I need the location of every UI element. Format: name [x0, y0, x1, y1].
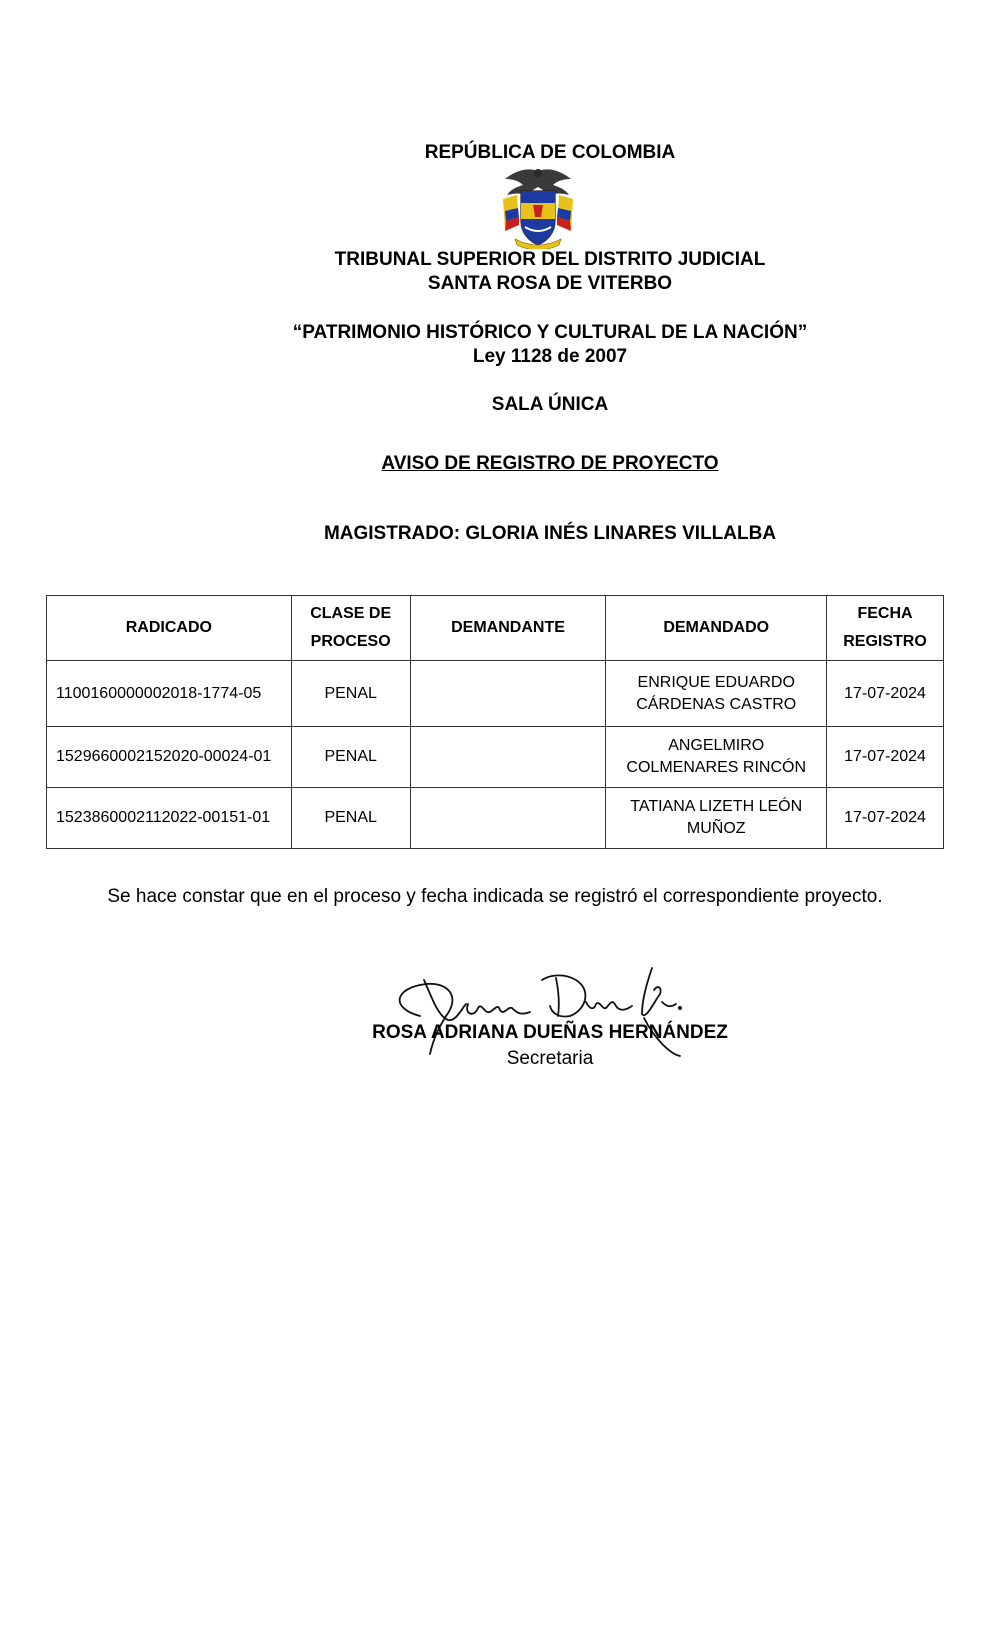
table-row — [47, 661, 944, 727]
col-header-radicado: RADICADO — [47, 596, 292, 661]
table-row — [47, 788, 944, 849]
cell-demandado — [606, 661, 827, 727]
country-heading: REPÚBLICA DE COLOMBIA — [424, 142, 676, 163]
court-name-line1: TRIBUNAL SUPERIOR DEL DISTRITO JUDICIAL — [334, 249, 766, 270]
cell-demandado-line2: CÁRDENAS CASTRO — [636, 695, 797, 713]
cell-fecha: 17-07-2024 — [827, 788, 944, 849]
coat-of-arms-icon — [497, 165, 579, 249]
table-row — [47, 727, 944, 788]
cell-fecha: 17-07-2024 — [827, 661, 944, 727]
cell-fecha: 17-07-2024 — [827, 727, 944, 788]
chamber-heading: SALA ÚNICA — [491, 394, 609, 415]
cell-demandante — [410, 727, 606, 788]
cell-demandado-line1: TATIANA LIZETH LEÓN — [630, 798, 803, 815]
certification-note: Se hace constar que en el proceso y fecha indicada se registró el correspondiente proyecto. — [107, 886, 883, 907]
cell-demandante — [410, 661, 606, 727]
cell-demandante — [410, 788, 606, 849]
signer-name: ROSA ADRIANA DUEÑAS HERNÁNDEZ — [372, 1022, 728, 1043]
cell-clase: PENAL — [291, 727, 410, 788]
cell-demandado — [606, 788, 827, 849]
cell-demandado-line1: ANGELMIRO — [668, 737, 765, 754]
signer-role: Secretaria — [506, 1048, 594, 1069]
court-name-line2: SANTA ROSA DE VITERBO — [427, 273, 673, 294]
law-reference: Ley 1128 de 2007 — [472, 346, 628, 367]
table-header-row — [47, 596, 944, 661]
col-header-clase-line2: PROCESO — [310, 633, 391, 650]
cell-demandado-line1: ENRIQUE EDUARDO — [637, 673, 795, 691]
col-header-fecha-line1: FECHA — [857, 605, 913, 622]
registry-table — [46, 595, 944, 849]
col-header-clase — [291, 596, 410, 661]
col-header-fecha-line2: REGISTRO — [843, 633, 927, 650]
cell-demandado-line2: MUÑOZ — [686, 820, 746, 837]
col-header-clase-line1: CLASE DE — [310, 605, 392, 622]
cell-radicado: 1100160000002018-1774-05 — [47, 661, 292, 727]
notice-title-wrap — [150, 452, 950, 476]
notice-title: AVISO DE REGISTRO DE PROYECTO — [381, 453, 719, 474]
col-header-demandado: DEMANDADO — [606, 596, 827, 661]
magistrate-line: MAGISTRADO: GLORIA INÉS LINARES VILLALBA — [323, 523, 777, 544]
cell-demandado — [606, 727, 827, 788]
col-header-fecha — [827, 596, 944, 661]
cell-demandado-line2: COLMENARES RINCÓN — [626, 759, 806, 776]
cell-clase: PENAL — [291, 661, 410, 727]
cell-clase: PENAL — [291, 788, 410, 849]
col-header-demandante: DEMANDANTE — [410, 596, 606, 661]
cell-radicado: 1529660002152020-00024-01 — [47, 727, 292, 788]
cell-radicado: 1523860002112022-00151-01 — [47, 788, 292, 849]
motto-heading: “PATRIMONIO HISTÓRICO Y CULTURAL DE LA NACIÓN” — [292, 322, 808, 343]
